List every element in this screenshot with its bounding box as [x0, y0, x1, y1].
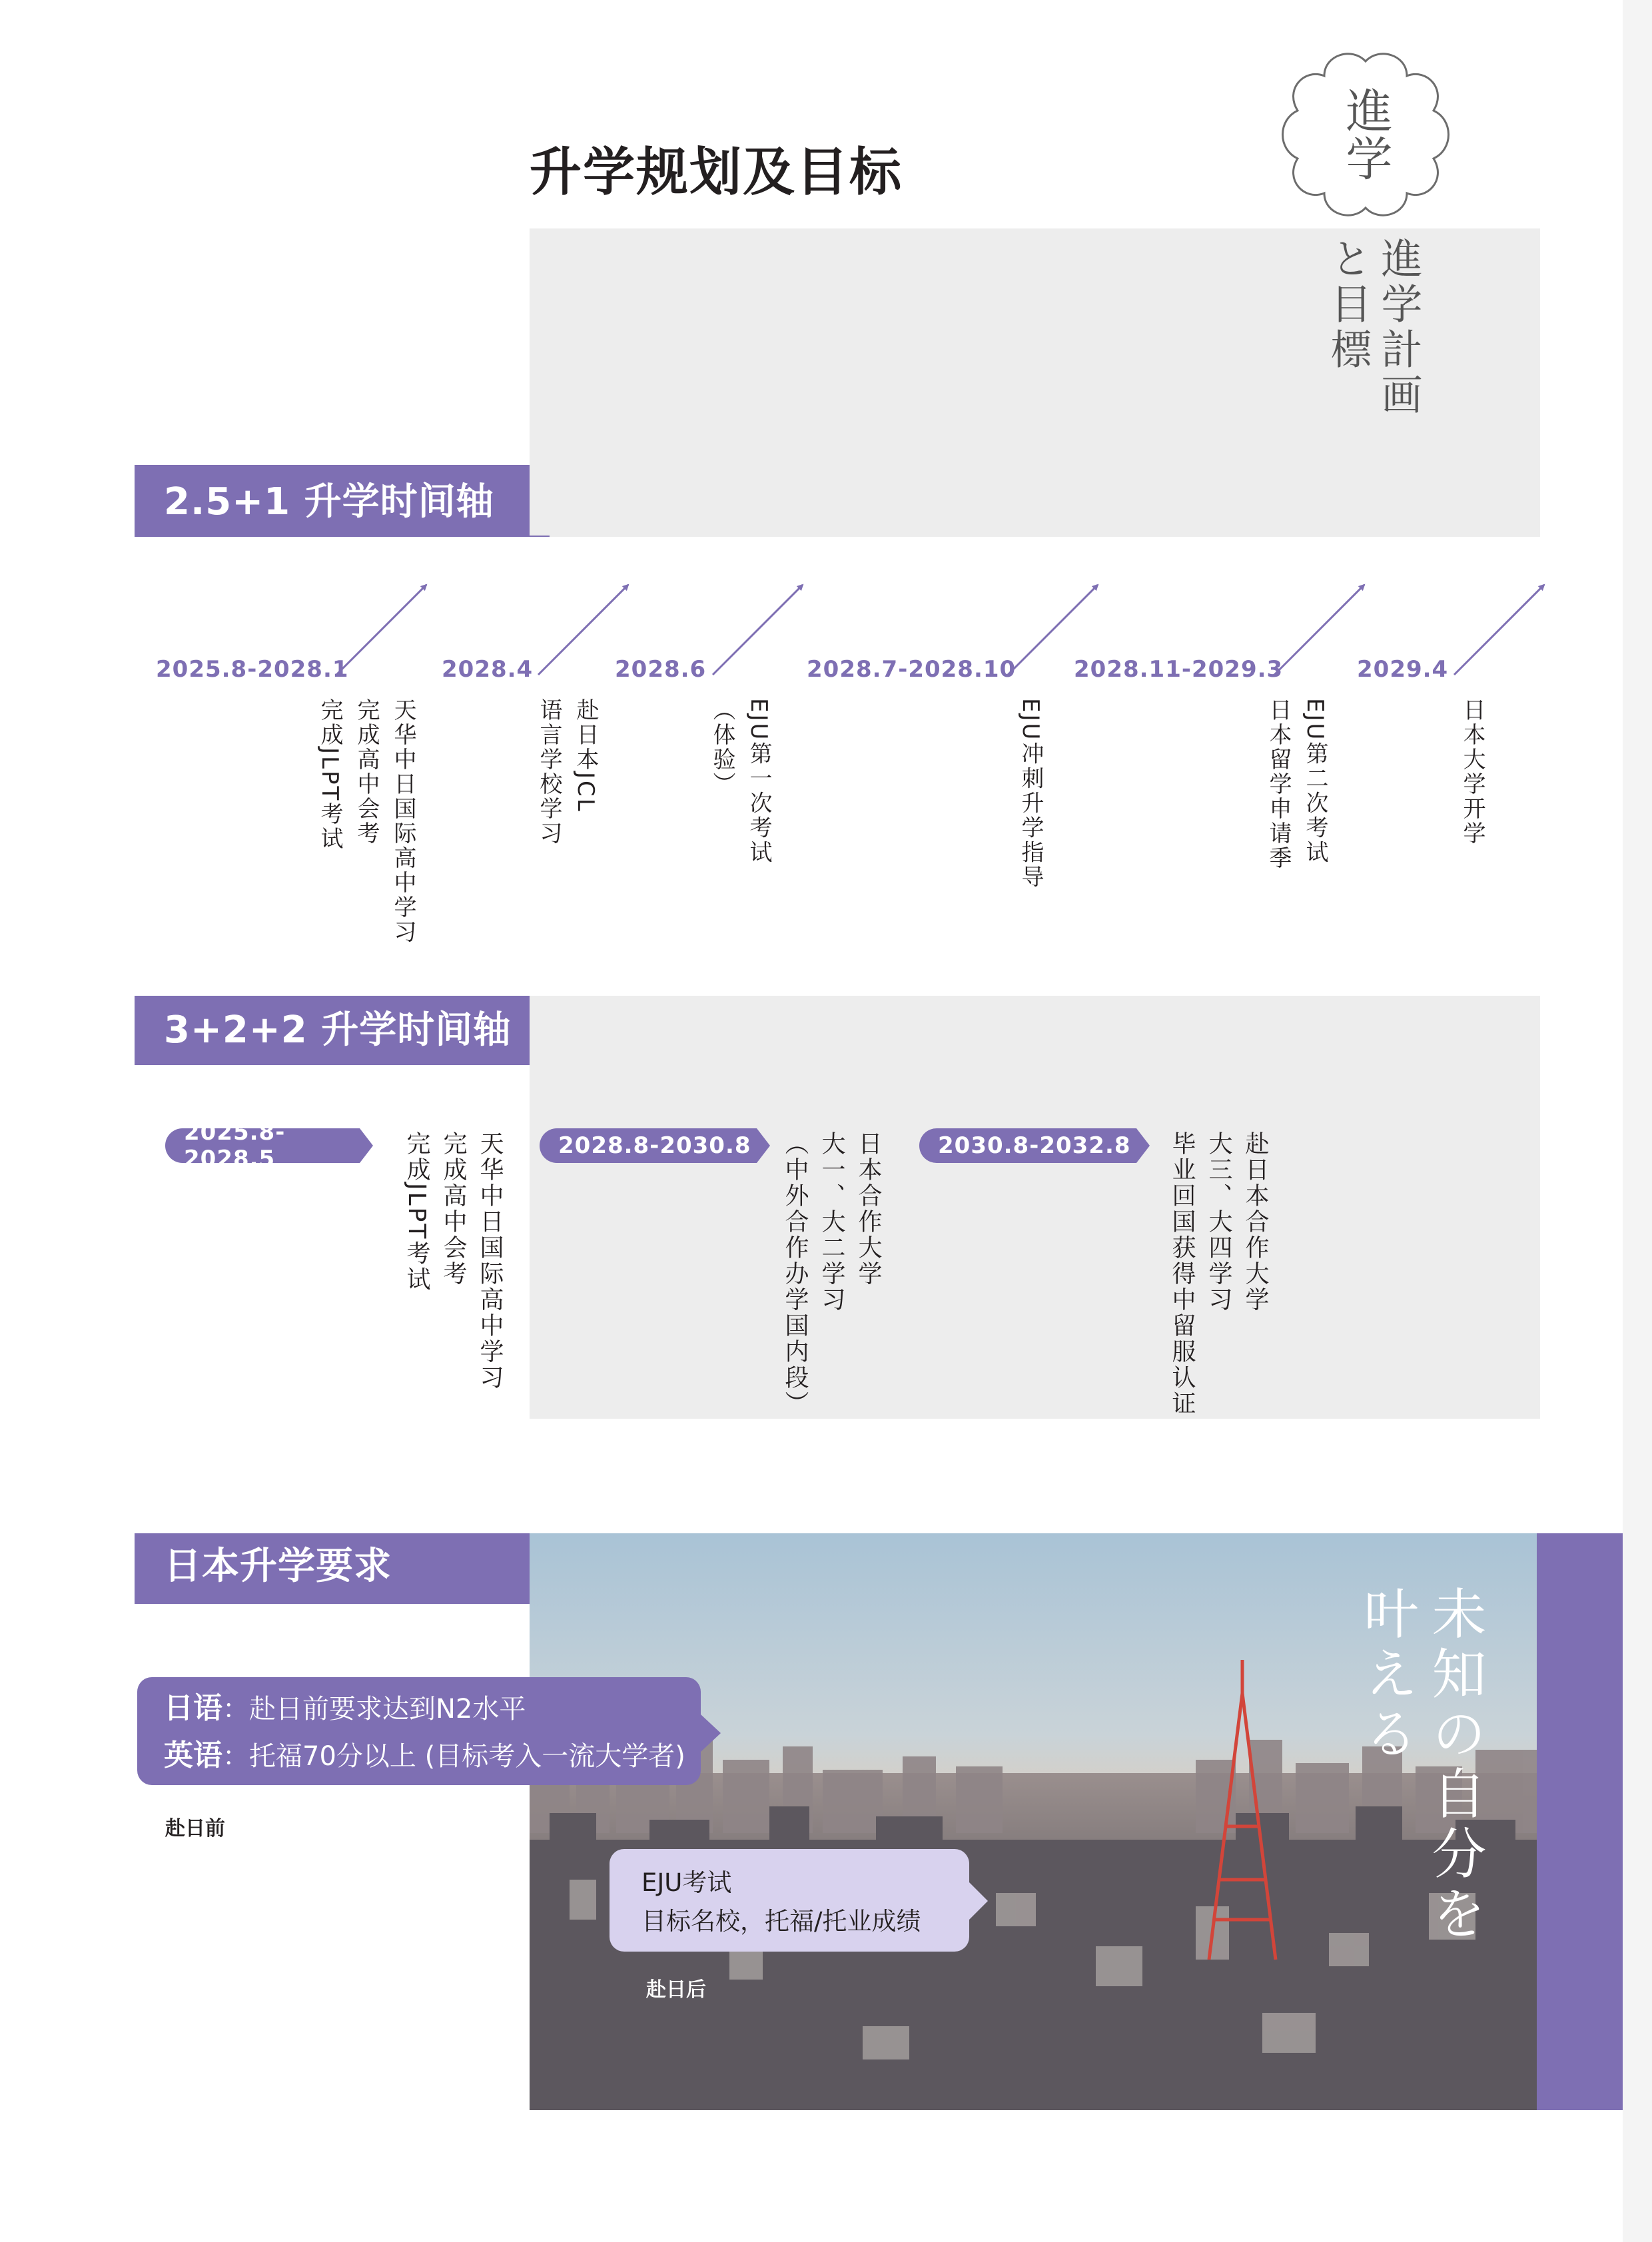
timeline1-event-5-line-1: EJU第二次考试 — [1302, 698, 1328, 865]
page-title: 升学规划及目标 — [530, 143, 903, 202]
timeline2-event-3-line-1: 赴日本合作大学 — [1242, 1131, 1269, 1313]
japanese-requirement — [164, 1685, 701, 1732]
timeline1-date-6: 2029.4 — [1357, 656, 1449, 683]
timeline2-event-3-line-3: 毕业回国获得中留服认证 — [1168, 1131, 1196, 1417]
timeline1-date-3: 2028.6 — [615, 656, 707, 683]
after-label: 赴日后 — [646, 1978, 706, 2002]
timeline1-arrow-3 — [713, 585, 803, 675]
timeline2-event-2-line-2: 大一、大二学习 — [818, 1131, 845, 1313]
timeline2-header — [135, 996, 530, 1065]
timeline1-arrow-5 — [1274, 585, 1364, 675]
timeline1-title: 2.5+1 升学时间轴 — [164, 480, 494, 524]
timeline1-arrows — [0, 0, 1652, 733]
timeline2-event-1-line-2: 完成高中会考 — [440, 1131, 467, 1287]
plan-panel-bottom — [530, 996, 1540, 1419]
timeline1-event-1-line-3: 完成JLPT考试 — [316, 698, 343, 852]
timeline1-event-4-line-1: EJU冲刺升学指导 — [1017, 698, 1044, 890]
timeline1-date-1: 2025.8-2028.1 — [156, 656, 349, 683]
timeline2-event-2-line-3: （中外合作办学国内段） — [781, 1131, 809, 1417]
requirement-bubble-after — [610, 1849, 969, 1952]
eju-line-2: 目标名校，托福/托业成绩 — [641, 1907, 921, 1936]
timeline1-arrow-1 — [336, 585, 426, 675]
timeline1-arrow-6 — [1454, 585, 1544, 675]
timeline1-event-3-line-2: （体验） — [709, 698, 735, 797]
flower-badge-text: 進学 — [1338, 87, 1393, 183]
timeline1-date-2: 2028.4 — [442, 656, 534, 683]
before-label: 赴日前 — [165, 1817, 225, 1840]
timeline2-date-3: 2030.8-2032.8 — [919, 1128, 1136, 1163]
japanese-label: 日语 — [164, 1691, 222, 1725]
timeline1-event-2-line-1: 赴日本JCL — [572, 698, 599, 813]
slogan-side-panel — [1537, 1533, 1623, 2110]
timeline1-date-4: 2028.7-2028.10 — [807, 656, 1017, 683]
eju-line-1: EJU考试 — [641, 1868, 732, 1897]
timeline2-date-1: 2025.8-2028.5 — [165, 1128, 360, 1163]
slogan-line-2: 叶える — [1355, 1585, 1418, 1765]
english-text: ：托福70分以上 (目标考入一流大学者) — [222, 1741, 685, 1772]
english-requirement — [164, 1732, 701, 1780]
timeline1-event-2-line-2: 语言学校学习 — [536, 698, 562, 846]
timeline2-title: 3+2+2 升学时间轴 — [164, 1008, 512, 1052]
timeline2-date-2: 2028.8-2030.8 — [540, 1128, 757, 1163]
timeline1-event-1-line-1: 天华中日国际高中学习 — [390, 698, 416, 944]
requirements-title: 日本升学要求 — [164, 1545, 392, 1588]
timeline1-event-5-line-2: 日本留学申请季 — [1265, 698, 1292, 871]
subtitle-line-1: 進学計画 — [1374, 237, 1423, 418]
timeline1-event-6-line-1: 日本大学开学 — [1459, 698, 1485, 846]
subtitle-line-2: と目標 — [1324, 237, 1372, 373]
requirements-header — [135, 1533, 530, 1604]
timeline1-event-1-line-2: 完成高中会考 — [353, 698, 380, 846]
slogan-vertical — [1355, 1585, 1486, 1945]
timeline1-date-5: 2028.11-2029.3 — [1074, 656, 1284, 683]
japanese-text: ：赴日前要求达到N2水平 — [222, 1694, 526, 1724]
slogan-line-1: 未知の自分を — [1423, 1585, 1486, 1945]
timeline2-event-1-line-3: 完成JLPT考试 — [403, 1131, 430, 1293]
english-label: 英语 — [164, 1738, 222, 1772]
requirement-bubble-before — [137, 1677, 701, 1785]
timeline2-event-2-line-1: 日本合作大学 — [855, 1131, 882, 1287]
timeline2-event-1-line-1: 天华中日国际高中学习 — [476, 1131, 504, 1391]
timeline2-event-3-line-2: 大三、大四学习 — [1205, 1131, 1232, 1313]
timeline1-event-3-line-1: EJU第一次考试 — [745, 698, 772, 865]
